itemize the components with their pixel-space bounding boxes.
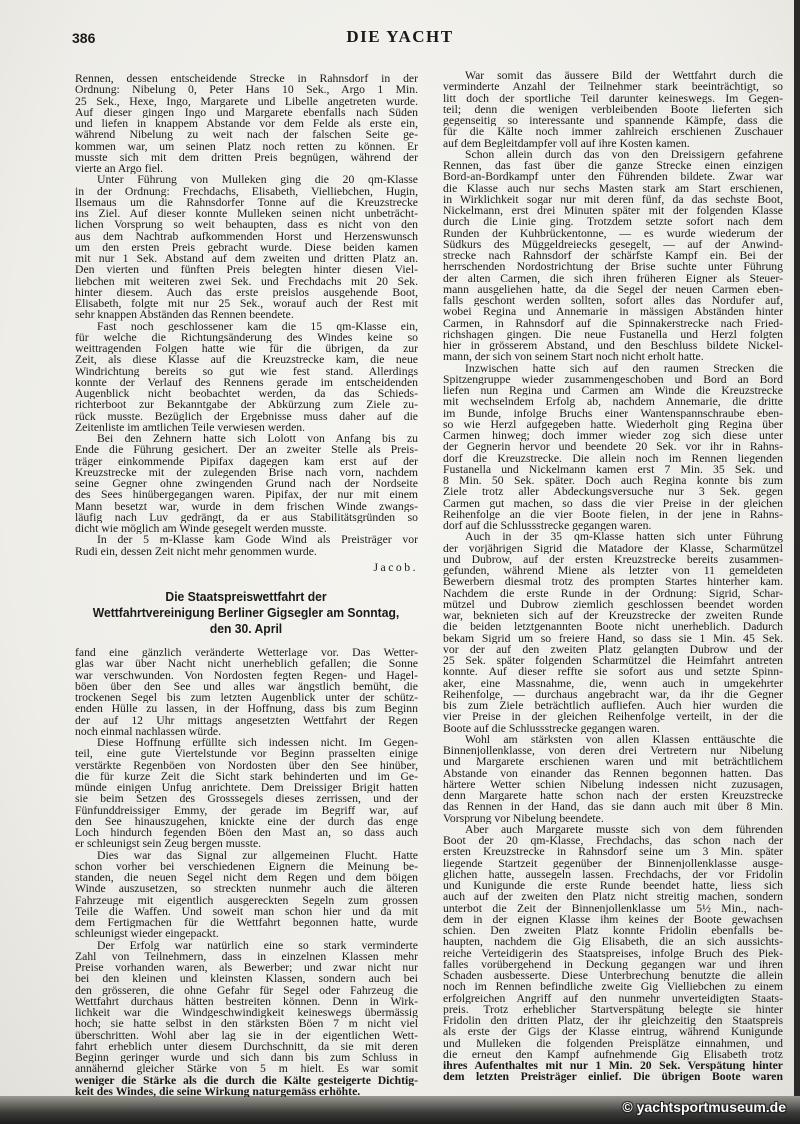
- text-line: sie beim Setzen des Grosssegels dieses zerrissen, und der: [75, 793, 418, 805]
- text-line: um den ersten Preis gebracht wurde. Diese beiden kamen: [75, 241, 418, 253]
- text-line: teil, eine gute Viertelstunde vor Beginn prasselten einige: [75, 748, 418, 760]
- text-line: dem letzten Preisträger einlief. Die übrigen Boote waren: [443, 1071, 783, 1083]
- text-line: Teile die Waffen. Und soweit man schon hier und da mit: [75, 905, 418, 917]
- text-line: erfolgreichen Angriff auf den nunmehr unverteidigten Staats-: [443, 992, 783, 1004]
- left-column-article: [75, 647, 418, 1097]
- text-line: Windrichtung bereits so gut wie fest stand. Allerdings: [75, 365, 418, 377]
- text-line: ins Ziel. Auf dieser konnte Mulleken seinen nicht unbeträcht-: [75, 208, 418, 220]
- right-column-article: [443, 70, 783, 1083]
- text-line: Zeitenliste im amtlichen Teile verwiesen werden.: [75, 421, 306, 433]
- text-line: überschritten. Wohl aber lag sie in der eigentlichen Wett-: [75, 1029, 418, 1041]
- text-line: auch auf der zweiten den Platz nicht streitig machen, sondern: [443, 891, 783, 903]
- text-line: das Rennen in der Hand, das sie dann auch mit über 8 Min.: [443, 801, 783, 813]
- text-line: Runden der Kuhbrückentonne, — es wurde wiederum der: [443, 227, 783, 239]
- text-line: Boote auf die Schlussstrecke gegangen waren.: [443, 722, 660, 734]
- text-line: vier Preise in der gleichen Reihenfolge verteilt, in der die: [443, 711, 783, 723]
- text-line: die erneut den Kampf aufnehmende Gig Elisabeth trotz: [443, 1048, 783, 1060]
- text-line: falls geschont werden sollten, sofort alles das Nordufer auf,: [443, 295, 783, 307]
- text-line: wobei Regina und Annemarie in mässigen Abständen hinter: [443, 306, 783, 318]
- text-line: des Sees hinübergegangen waren. Pipifax, der nur mit einem: [75, 489, 418, 501]
- text-line: herrschenden Nordostrichtung der Brise suchte unter Führung: [443, 261, 783, 273]
- article-heading-line-3: den 30. April: [209, 621, 283, 636]
- paragraph: [75, 737, 418, 850]
- text-line: Carmen hinweg; doch immer wieder zog sich diese unter: [443, 430, 783, 442]
- text-line: Reihenfolge, — durchaus angebracht war, da ihr die Gegner: [443, 688, 783, 700]
- text-line: Abstande von einander das Rennen begonnen hatten. Das: [443, 767, 783, 779]
- paragraph: [443, 363, 783, 532]
- text-line: gegenseitig so interessante und spannende Kämpfe, dass die: [443, 115, 783, 127]
- text-line: konnte. Auf dieser reffte sie sofort aus und setzte Spinn-: [443, 666, 783, 678]
- text-line: schon vorher bei verschiedenen Eignern die Meinung be-: [75, 860, 418, 872]
- text-line: War somit das äussere Bild der Wettfahrt durch die: [465, 70, 783, 82]
- text-line: Aber auch Margarete musste sich von dem führenden: [465, 823, 783, 835]
- text-line: Spitzengruppe wieder zusammengeschoben und Bord an Bord: [443, 373, 783, 385]
- text-line: mann, der sich von seinem Start noch nicht erholt hatte.: [443, 351, 704, 363]
- author-signature: Jacob.: [373, 561, 418, 574]
- text-line: schien. Den zweiten Platz konnte Fridolin ebenfalls be-: [443, 925, 783, 937]
- text-line: Unter Führung von Mulleken ging die 20 qm-Klasse: [97, 174, 418, 186]
- text-line: verstärkte Regenböen von Nordosten über den See hinüber,: [75, 759, 418, 771]
- text-line: Fast noch geschlossener kam die 15 qm-Klasse ein,: [97, 320, 418, 332]
- left-column-report: [75, 73, 418, 557]
- text-line: Wettfahrt durchaus hätten bestreiten können. Denn in Wirk-: [75, 995, 418, 1007]
- article-heading: [80, 589, 411, 637]
- text-line: dorf auf die Schlussstrecke gegangen waren.: [443, 520, 652, 532]
- text-line: der Gegnerin hervor und beendete 20 Sek. vor ihr in Rahns-: [443, 441, 783, 453]
- text-line: münde einigen Unfug anrichtete. Dem Dreissiger Brigit hatten: [75, 782, 418, 794]
- text-line: fahrt erheblich unter diesem Durchschnitt, da sie mit deren: [75, 1040, 418, 1052]
- text-line: In der 5 m-Klasse kam Gode Wind als Preisträger vor: [97, 534, 418, 546]
- text-line: ersten Kreuzstrecke in Rahnsdorf seine um 3 Min. später: [443, 846, 783, 858]
- text-line: Loch hindurch fegenden Böen den Mast an, so dass auch: [75, 827, 418, 839]
- text-line: die Klasse auch nur sechs Masten stark am Start erschienen,: [443, 182, 783, 194]
- text-line: durch die Linie ging. Trotzdem setzte sofort nach dem: [443, 216, 783, 228]
- text-line: träger einkommende Pipifax dagegen kam erst auf der: [75, 455, 418, 467]
- text-line: aus dem Nachtrab aufkommenden Horst und Herzenswunsch: [75, 230, 418, 242]
- text-line: böen über den See und alles war ängstlich bemüht, die: [75, 680, 418, 692]
- text-line: ihres Aufenthaltes mit nur 1 Min. 20 Sek. Verspätung hinter: [443, 1060, 783, 1072]
- text-line: richterboot zur Bekanntgabe der Abkürzung zum Ziele zu-: [75, 399, 418, 411]
- text-line: der vorjährigen Sigrid die Matadore der Klasse, Scharmützel: [443, 542, 783, 554]
- text-line: rück musste. Bezüglich der Ergebnisse muss daher auf die: [75, 410, 418, 422]
- text-line: vierte an Argo fiel.: [75, 163, 164, 175]
- text-line: Ordnung: Nibelung 0, Peter Hans 10 Sek., Argo 1 Min.: [75, 84, 418, 96]
- text-line: Rennen, das fast über die ganze Strecke einen einzigen: [443, 160, 783, 172]
- text-line: falles vorübergehend in Deckung gegangen war und ihren: [443, 958, 783, 970]
- text-line: 25 Sek., Hexe, Ingo, Margarete und Libelle angetreten wurde.: [75, 95, 418, 107]
- text-line: 25 Sek. später folgenden Scharmützel die Heimfahrt antreten: [443, 655, 783, 667]
- text-line: weniger die Stärke als die durch die Kälte gesteigerte Dichtig-: [75, 1074, 418, 1086]
- text-line: strecke nach Rahnsdorf der schärfste Kampf ein. Bei der: [443, 250, 783, 262]
- text-line: auf dem Begleitdampfer voll auf ihre Kosten kamen.: [443, 137, 690, 149]
- text-line: der alten Carmen, die sich ihren früheren Eigner als Steuer-: [443, 272, 783, 284]
- text-line: Boot der 20 qm-Klasse, Frechdachs, das schon nach der: [443, 835, 783, 847]
- text-line: reiche Verteidigerin des Staatspreises, infolge Bruch des Piek-: [443, 947, 783, 959]
- text-line: die für kurze Zeit die Sicht stark behinderten und im Ge-: [75, 770, 418, 782]
- text-line: liegende Startzeit gegenüber der Binnenjollenklasse ausge-: [443, 857, 783, 869]
- text-line: Binnenjollenklasse, von deren drei Vertretern nur Nibelung: [443, 745, 783, 757]
- text-line: den grösseren, die ohne Gefahr für Segel oder Fahrzeug die: [75, 984, 418, 996]
- text-line: liefen nun Regina und Carmen am Winde die Kreuzstrecke: [443, 385, 783, 397]
- text-line: preis. Trotz erheblicher Startverspätung belegte sie hinter: [443, 1003, 783, 1015]
- text-line: Auf dieser gingen Ingo und Margarete ebenfalls nach Süden: [75, 106, 418, 118]
- text-line: Südkurs des Müggeldreiecks gesegelt, — auf der Anwind-: [443, 238, 783, 250]
- text-line: er schleunigst sein Zeug bergen musste.: [75, 838, 262, 850]
- text-line: Fahrzeuge mit eigentlich ausgereckten Segeln zum grossen: [75, 894, 418, 906]
- text-line: hier in grösserem Abstand, und den Beschluss bildete Nickel-: [443, 340, 783, 352]
- text-line: lichen Vorsprung so weit behaupten, dass es nicht von den: [75, 219, 418, 231]
- text-line: Elisabeth, folgte mit nur 25 Sek., worauf auch der Rest mit: [75, 298, 418, 310]
- text-line: Bewerbern diesmal trotz des prompten Startes hinterher kam.: [443, 576, 783, 588]
- text-line: Beginn geringer wurde und sich dann bis zum Schluss in: [75, 1052, 418, 1064]
- text-line: Mann besetzt war, wurde in dem frischen Winde zwangs-: [75, 500, 418, 512]
- text-line: bei den kleinen und kleinsten Klassen, sondern auch bei: [75, 973, 418, 985]
- text-line: bis zum Ziele beträchtlich aufliefen. Auch hier wurden die: [443, 700, 783, 712]
- text-line: Rennen, dessen entscheidende Strecke in Rahnsdorf in der: [75, 73, 418, 85]
- paragraph: [443, 824, 783, 1083]
- text-line: verminderte Anzahl der Teilnehmer stark beeinträchtigt, so: [443, 81, 783, 93]
- text-line: bekam Sigrid um so freiere Hand, so dass sie 1 Min. 45 Sek.: [443, 632, 783, 644]
- text-line: Bei den Zehnern hatte sich Lolott von Anfang bis zu: [97, 433, 418, 445]
- text-line: standen, die neuen Segel nicht dem Regen und dem böigen: [75, 872, 418, 884]
- text-line: Den vierten und fünften Preis belegten hinter diesen Viel-: [75, 264, 418, 276]
- text-line: Schaden ausbesserte. Diese Unterbrechung benutzte die allein: [443, 970, 783, 982]
- text-line: haupten, nachdem die Gig Elisabeth, die an sich aussichts-: [443, 936, 783, 948]
- paragraph: [75, 433, 418, 534]
- text-line: fand eine gänzlich veränderte Wetterlage vor. Das Wetter-: [75, 647, 418, 659]
- text-line: Rudi ein, dessen Zeit nicht mehr genommen wurde.: [75, 545, 317, 557]
- text-line: Carmen gut machen, so dass die vier Preise in der gleichen: [443, 497, 783, 509]
- text-line: dorf die Kreuzstrecke. Die allein noch im Rennen liegenden: [443, 452, 783, 464]
- text-line: und liefen in knappem Abstande vor dem Felde als erste ein,: [75, 118, 418, 130]
- text-line: Nachdem die erste Runde in der Ordnung: Sigrid, Schar-: [443, 587, 783, 599]
- text-line: Wohl am stärksten von allen Klassen enttäuschte die: [465, 733, 783, 745]
- text-line: war verschwunden. Von Nordosten fegten Regen- und Hagel-: [75, 669, 418, 681]
- text-line: Fridolin den dritten Platz, der ihr gleichzeitig den Staatspreis: [443, 1015, 783, 1027]
- text-line: hinter diesem. Auch das erste preislos ausgehende Boot,: [75, 286, 418, 298]
- text-line: Der Erfolg war natürlich eine so stark verminderte: [97, 939, 418, 951]
- text-line: sehr knappen Abständen das Rennen beendete.: [75, 309, 294, 321]
- text-line: mützel und Dubrow ziemlich geschlossen beendet worden: [443, 598, 783, 610]
- text-line: Zahl von Teilnehmern, dass in einzelnen Klassen mehr: [75, 950, 418, 962]
- text-line: Winde auszusetzen, so streckten nunmehr auch die älteren: [75, 883, 418, 895]
- text-line: der auf 12 Uhr mittags angesetzten Wettfahrt der Regen: [75, 714, 418, 726]
- text-line: so wie Herzl aufgegeben hatte. Wiederholt ging Regina über: [443, 418, 783, 430]
- paragraph: [75, 647, 418, 737]
- paragraph: [75, 534, 418, 557]
- text-line: Ilsemaus um die Rahnsdorfer Tonne auf die Kreuzstrecke: [75, 196, 418, 208]
- text-line: gefunden, während Miene als letzter von 11 gemeldeten: [443, 565, 783, 577]
- text-line: und Margarete erschienen waren und mit beträchtlichem: [443, 756, 783, 768]
- text-line: enden Hülle zu lassen, in der Hoffnung, dass bis zum Beginn: [75, 703, 418, 715]
- paragraph: [75, 850, 418, 940]
- article-heading-line-1: Die Staatspreiswettfahrt der: [165, 589, 327, 604]
- text-line: keit des Windes, die seine Wirkung naturgemäss erhöhte.: [75, 1085, 361, 1097]
- text-line: glichen hatte, aussegeln lassen. Frechdachs, der vor Fridolin: [443, 868, 783, 880]
- text-line: litt doch der sportliche Teil darunter keineswegs. Im Gegen-: [443, 92, 783, 104]
- paragraph: [443, 734, 783, 824]
- text-line: Bord-an-Bordkampf unter den Führenden bildete. Zwar war: [443, 171, 783, 183]
- text-line: mit nur 1 Sek. Abstand auf dem zweiten und dritten Platz an.: [75, 253, 418, 265]
- text-line: mit wechselndem Erfolg ab, nachdem Annemarie, die dritte: [443, 396, 783, 408]
- text-line: teil; denn die wenigen verbleibenden Boote lieferten sich: [443, 103, 783, 115]
- text-line: Ziele trotz aller Abdeckungsversuche nur 3 Sek. gegen: [443, 486, 783, 498]
- text-line: musste sich mit dem dritten Preis begnügen, während der: [75, 151, 418, 163]
- text-line: den See hinauszugehen, knickte eine der durch das enge: [75, 815, 418, 827]
- text-line: seine Gegner ohne zwingenden Grund nach der Nordseite: [75, 478, 418, 490]
- text-line: während Nibelung zu weit nach der falschen Seite ge-: [75, 129, 418, 141]
- text-line: in der Ordnung: Frechdachs, Elisabeth, Vielliebchen, Hugin,: [75, 185, 418, 197]
- text-line: und Kunigunde die erste Runde beendet hatte, liess sich: [443, 880, 783, 892]
- text-line: dicht wie möglich am Winde gesegelt werden musste.: [75, 523, 327, 535]
- paragraph: [443, 531, 783, 734]
- text-line: in Wirklichkeit sogar nur mit deren fünf, da das sechste Boot,: [443, 193, 783, 205]
- text-line: denn Margarete hatte schon nach der ersten Kreuzstrecke: [443, 790, 783, 802]
- text-line: noch einmal nachlassen würde.: [75, 725, 222, 737]
- text-line: war, beknieten sich auf der Kreuzstrecke der zweiten Runde: [443, 610, 783, 622]
- text-line: Preise vorhanden waren, als Bewerber; und zwar nicht nur: [75, 962, 418, 974]
- text-line: vor der auf den zweiten Platz gelangten Dubrow und der: [443, 643, 783, 655]
- text-line: Diese Hoffnung erfüllte sich indessen nicht. Im Gegen-: [97, 737, 418, 749]
- text-line: Fustanella und Nickelmann kamen erst 7 Min. 35 Sek. und: [443, 463, 783, 475]
- text-line: Inzwischen hatte sich auf den raumen Strecken die: [465, 362, 783, 374]
- text-line: richshagen gingen. Die neue Fustanella und Herzl folgten: [443, 328, 783, 340]
- text-line: konnte der Verlauf des Rennens gerade im entscheidenden: [75, 376, 418, 388]
- article-heading-line-2: Wettfahrtvereinigung Berliner Gigsegler am Sonntag,: [92, 605, 400, 620]
- paragraph: [75, 321, 418, 434]
- text-line: Ende die Führung gesichert. Der an zweiter Stelle als Preis-: [75, 444, 418, 456]
- text-line: Vorsprung vor Nibelung beendete.: [443, 812, 604, 824]
- text-line: Kreuzstrecke mit der zulegenden Brise nach vorn, nachdem: [75, 466, 418, 478]
- text-line: schleunigst wieder eingepackt.: [75, 928, 219, 940]
- text-line: aker, eine Massnahme, die, wenn auch in umgekehrter: [443, 677, 783, 689]
- text-line: unterbot die Zeit der Binnenjollenklasse um 5½ Min., nach-: [443, 902, 783, 914]
- page-number: 386: [72, 30, 96, 46]
- text-line: Schon allein durch das von den Dreissigern gefahrene: [465, 148, 783, 160]
- text-line: Reihenfolge an die vier Boote fielen, in der jene in Rahns-: [443, 508, 783, 520]
- scan-edge-right: [794, 0, 800, 1124]
- text-line: für welche die Richtungsänderung des Windes keine so: [75, 331, 418, 343]
- text-line: für die Kälte noch immer zahlreich erschienen Zuschauer: [443, 126, 783, 138]
- text-line: Fünfunddreissiger Emmy, der gerade im Begriff war, auf: [75, 804, 418, 816]
- text-line: und Mulleken die folgenden Preisplätze einnahmen, und: [443, 1037, 783, 1049]
- text-line: liebchen mit weiteren zwei Sek. und Frechdachs mit 20 Sek.: [75, 275, 418, 287]
- text-line: Augenblick nicht beobachtet werden, da das Schieds-: [75, 388, 418, 400]
- running-title: DIE YACHT: [346, 27, 454, 46]
- text-line: die beiden letztgenannten Boote nicht unerheblich. Dadurch: [443, 621, 783, 633]
- text-line: Carmen, in Rahnsdorf auf die Spinnakerstrecke nach Fried-: [443, 317, 783, 329]
- text-line: kommen war, um seinen Platz noch retten zu können. Er: [75, 140, 418, 152]
- paragraph: [75, 73, 418, 174]
- text-line: Nickelmann, erst drei Minuten später mit der folgenden Klasse: [443, 205, 783, 217]
- paragraph: [443, 149, 783, 363]
- text-line: Zeit, als diese Klasse auf die Kreuzstrecke kam, die neue: [75, 354, 418, 366]
- text-line: härtere Wetter schien Nibelung indessen nicht zuzusagen,: [443, 778, 783, 790]
- text-line: als erste der Gigs der Klasse eintrug, während Kunigunde: [443, 1026, 783, 1038]
- paragraph: [443, 70, 783, 149]
- text-line: läufig nach Luv gedrängt, da er aus Stabilitätsgründen so: [75, 511, 418, 523]
- text-line: trockenen Segel bis zum letzten Augenblick unter der schütz-: [75, 692, 418, 704]
- text-line: und Dubrow, auf der ersten Kreuzstrecke bereits zusammen-: [443, 553, 783, 565]
- text-line: im Bunde, infolge Bruchs einer Wantenspannschraube eben-: [443, 407, 783, 419]
- paragraph: [75, 940, 418, 1098]
- watermark: © yachtsportmuseum.de: [622, 1099, 786, 1115]
- text-line: hoch; sie hatte selbst in den stärksten Böen 7 m nicht viel: [75, 1018, 418, 1030]
- text-line: mann ausgeliehen hatte, da die Segel der neuen Carmen eben-: [443, 283, 783, 295]
- text-line: glas war über Nacht nicht unerheblich gefallen; die Sonne: [75, 658, 418, 670]
- text-line: 8 Min. 50 Sek. später. Doch auch Regina konnte bis zum: [443, 475, 783, 487]
- text-line: annähernd gleicher Stärke von 5 m hielt. Es war somit: [75, 1063, 418, 1075]
- paragraph: [75, 174, 418, 320]
- text-line: noch im Rennen befindliche zweite Gig Vielliebchen zu einem: [443, 981, 783, 993]
- text-line: dem Fertigmachen für die Wettfahrt begonnen hatte, wurde: [75, 917, 418, 929]
- text-line: lichkeit war die Windgeschwindigkeit keineswegs übermässig: [75, 1007, 418, 1019]
- text-line: Dies war das Signal zur allgemeinen Flucht. Hatte: [97, 849, 418, 861]
- text-line: dem in der eignen Klasse ihm keines der Boote gewachsen: [443, 913, 783, 925]
- text-line: Auch in der 35 qm-Klasse hatten sich unter Führung: [465, 531, 783, 543]
- text-line: weittragenden Folgen hatte wie für die übrigen, da zur: [75, 343, 418, 355]
